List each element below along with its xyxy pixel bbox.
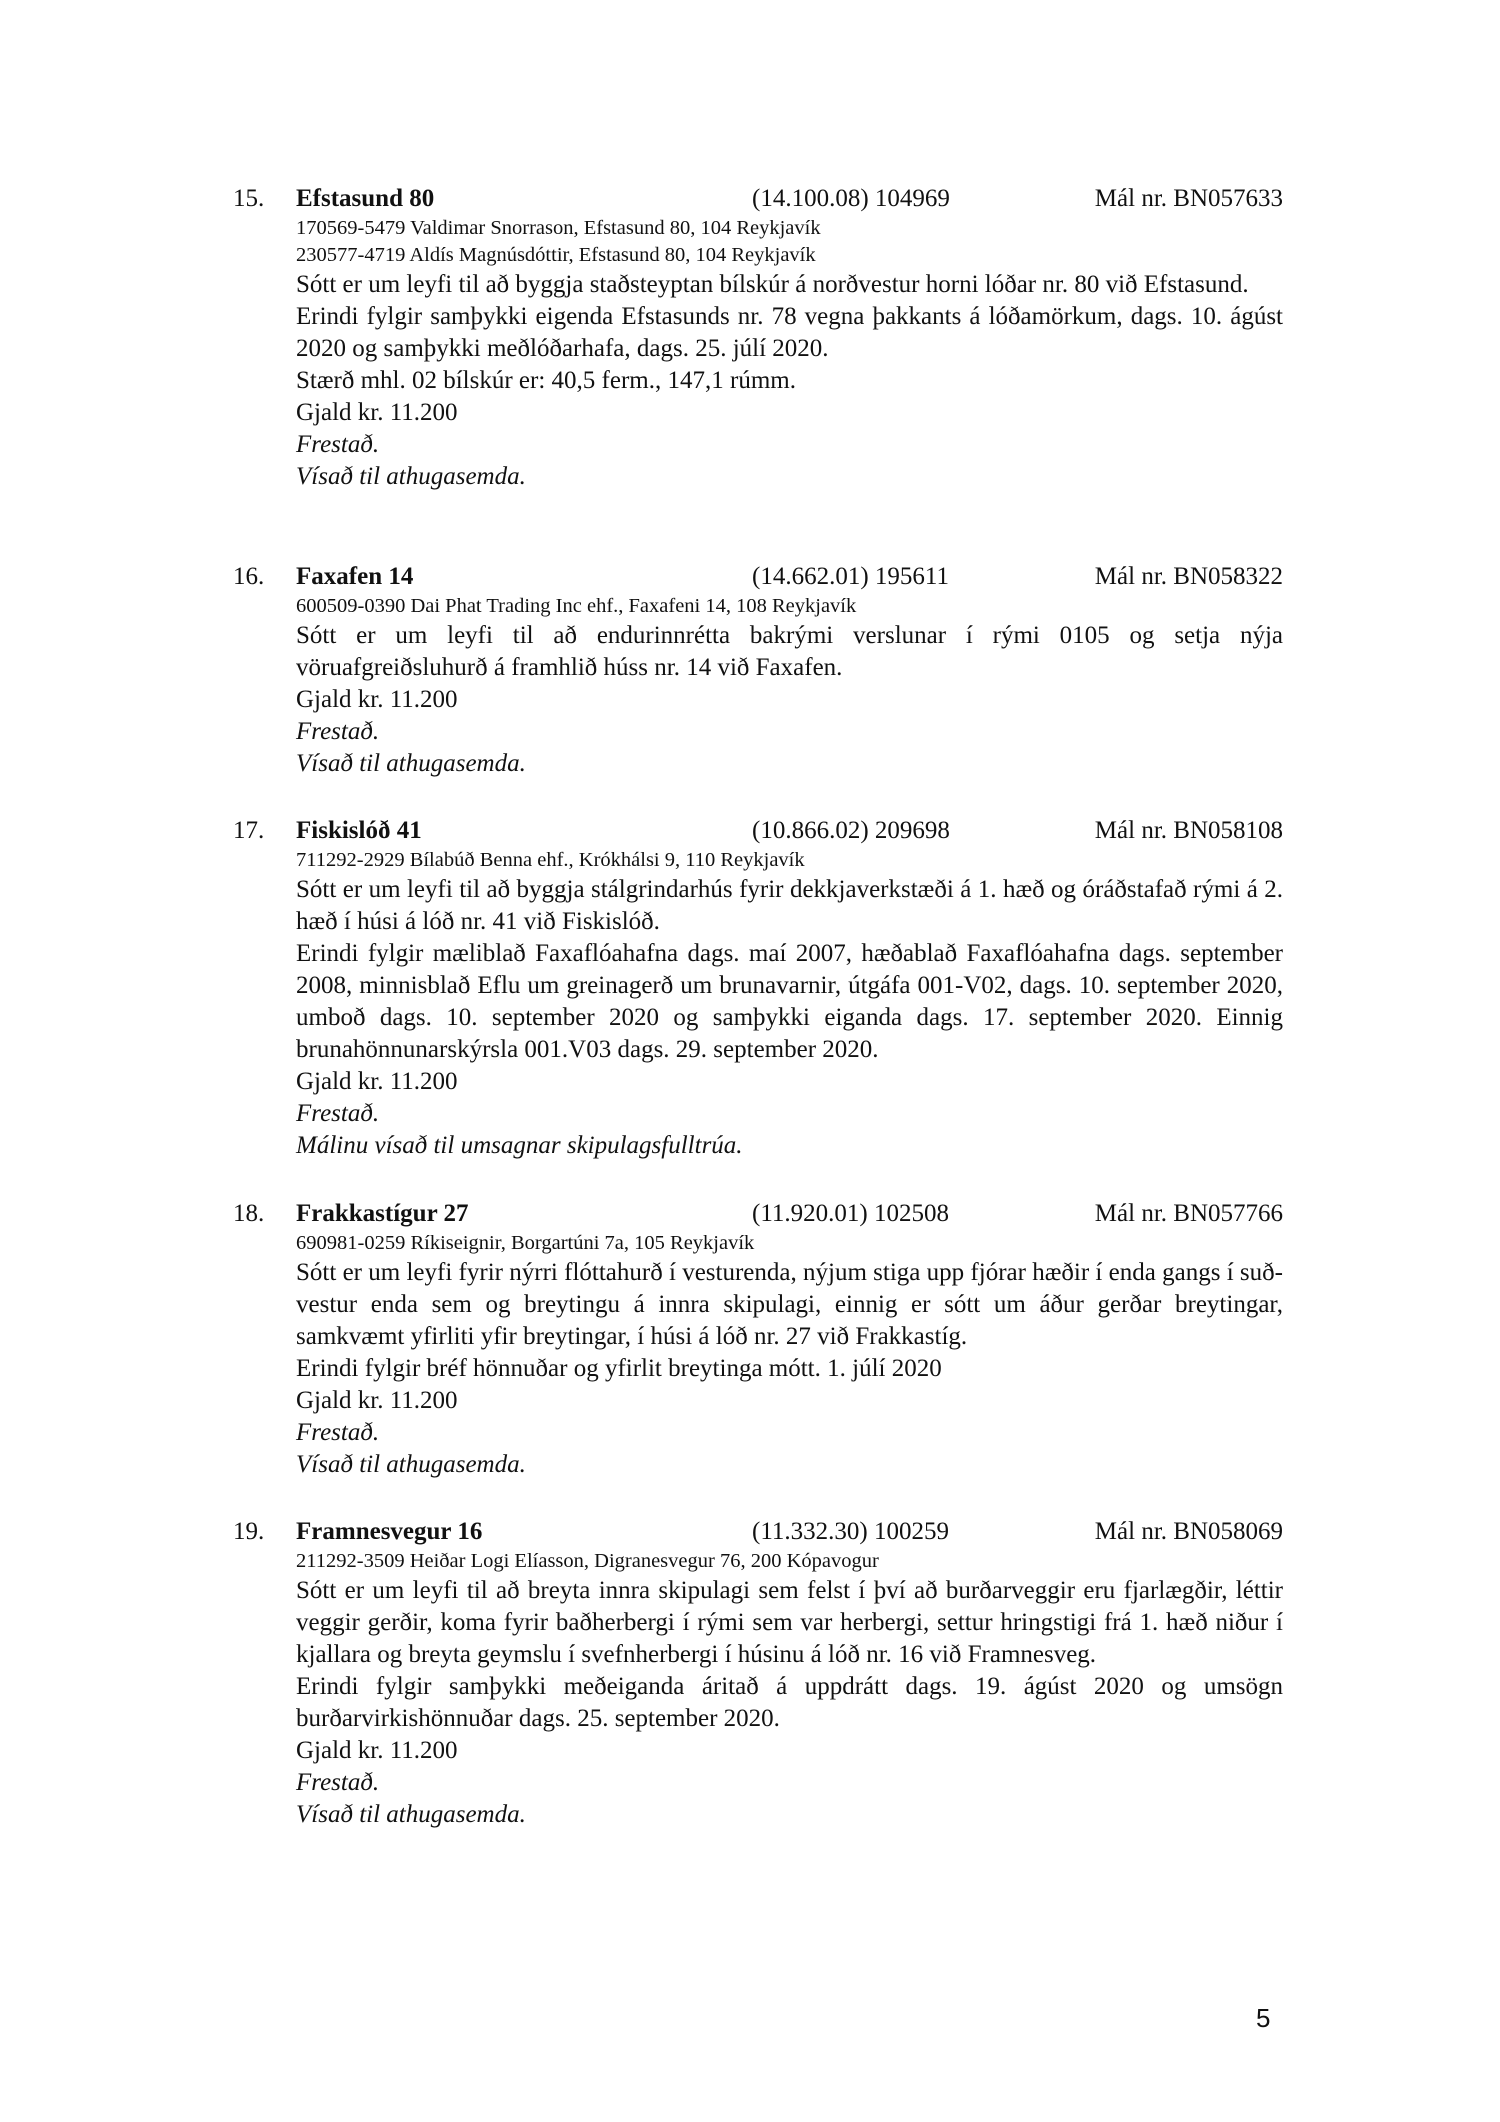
description-paragraph: Sótt er um leyfi til að byggja stálgrindarhús fyrir dekkjaverkstæði á 1. hæð og óráðstafað rými á 2. hæð í húsi á lóð nr. 41 við Fiskislóð. <box>296 876 1283 935</box>
item-number: 19. <box>233 1518 265 1545</box>
item-body <box>296 847 1283 1162</box>
item-land-reference: (14.100.08) 104969 <box>752 185 950 212</box>
item-body <box>296 1548 1283 1831</box>
item-title: Fiskislóð 41 <box>296 817 422 844</box>
agenda-item-18 <box>233 1197 1283 1481</box>
item-case-number: Mál nr. BN057633 <box>1094 185 1283 212</box>
item-number: 18. <box>233 1200 265 1227</box>
item-body <box>296 215 1283 493</box>
item-land-reference: (11.332.30) 100259 <box>752 1518 949 1545</box>
decision-line: Málinu vísað til umsagnar skipulagsfulltrúa. <box>296 1132 743 1159</box>
decision-line: Frestað. <box>296 718 380 745</box>
decision-line: Frestað. <box>296 1100 380 1127</box>
fee-line: Gjald kr. 11.200 <box>296 1737 458 1764</box>
page-number: 5 <box>1256 2003 1271 2033</box>
applicant-line: 230577-4719 Aldís Magnúsdóttir, Efstasund 80, 104 Reykjavík <box>296 244 816 266</box>
description-paragraph: Sótt er um leyfi fyrir nýrri flóttahurð í vesturenda, nýjum stiga upp fjórar hæðir í enda gangs í suð-vestur enda sem og breytingu á innra skipulagi, einnig er sótt um áður gerðar breytingar, samkvæmt yfirliti yfir breytingar, í húsi á lóð nr. 27 við Frakkastíg. <box>296 1259 1283 1350</box>
item-number: 15. <box>233 185 265 212</box>
decision-line: Frestað. <box>296 431 380 458</box>
item-body <box>296 1230 1283 1481</box>
item-number: 16. <box>233 563 265 590</box>
item-title: Faxafen 14 <box>296 563 414 590</box>
item-heading <box>233 814 1283 847</box>
item-number: 17. <box>233 817 265 844</box>
item-case-number: Mál nr. BN058322 <box>1094 563 1283 590</box>
applicant-line: 711292-2929 Bílabúð Benna ehf., Krókhálsi 9, 110 Reykjavík <box>296 849 805 871</box>
decision-line: Frestað. <box>296 1419 380 1446</box>
decision-line: Vísað til athugasemda. <box>296 1451 526 1478</box>
item-body <box>296 593 1283 780</box>
description-paragraph: Erindi fylgir samþykki meðeiganda áritað á uppdrátt dags. 19. ágúst 2020 og umsögn burðarvirkishönnuðar dags. 25. september 2020. <box>296 1673 1283 1732</box>
item-land-reference: (10.866.02) 209698 <box>752 817 950 844</box>
fee-line: Gjald kr. 11.200 <box>296 686 458 713</box>
description-paragraph: Sótt er um leyfi til að byggja staðsteyptan bílskúr á norðvestur horni lóðar nr. 80 við Efstasund. <box>296 271 1249 298</box>
applicant-line: 170569-5479 Valdimar Snorrason, Efstasund 80, 104 Reykjavík <box>296 217 821 239</box>
decision-line: Vísað til athugasemda. <box>296 750 526 777</box>
item-case-number: Mál nr. BN057766 <box>1094 1200 1283 1227</box>
description-paragraph: Stærð mhl. 02 bílskúr er: 40,5 ferm., 147,1 rúmm. <box>296 367 796 394</box>
item-title: Frakkastígur 27 <box>296 1200 469 1227</box>
item-case-number: Mál nr. BN058069 <box>1094 1518 1283 1545</box>
description-paragraph: Sótt er um leyfi til að endurinnrétta bakrými verslunar í rými 0105 og setja nýja vöruafgreiðsluhurð á framhlið húss nr. 14 við Faxafen. <box>296 622 1283 681</box>
item-heading <box>233 182 1283 215</box>
item-case-number: Mál nr. BN058108 <box>1094 817 1283 844</box>
item-title: Efstasund 80 <box>296 185 435 212</box>
applicant-line: 600509-0390 Dai Phat Trading Inc ehf., Faxafeni 14, 108 Reykjavík <box>296 595 857 617</box>
agenda-item-17 <box>233 814 1283 1162</box>
description-paragraph: Sótt er um leyfi til að breyta innra skipulagi sem felst í því að burðarveggir eru fjarlægðir, léttir veggir gerðir, koma fyrir baðherbergi í rými sem var herbergi, settur hringstigi frá 1. hæð niður í kjallara og breyta geymslu í svefnherbergi í húsinu á lóð nr. 16 við Framnesveg. <box>296 1577 1283 1668</box>
decision-line: Vísað til athugasemda. <box>296 463 526 490</box>
agenda-item-16 <box>233 560 1283 780</box>
item-heading <box>233 1515 1283 1548</box>
item-title: Framnesvegur 16 <box>296 1518 483 1545</box>
fee-line: Gjald kr. 11.200 <box>296 1387 458 1414</box>
applicant-line: 211292-3509 Heiðar Logi Elíasson, Digranesvegur 76, 200 Kópavogur <box>296 1550 879 1572</box>
item-heading <box>233 1197 1283 1230</box>
fee-line: Gjald kr. 11.200 <box>296 1068 458 1095</box>
item-land-reference: (14.662.01) 195611 <box>752 563 949 590</box>
item-heading <box>233 560 1283 593</box>
applicant-line: 690981-0259 Ríkiseignir, Borgartúni 7a, 105 Reykjavík <box>296 1232 755 1254</box>
decision-line: Vísað til athugasemda. <box>296 1801 526 1828</box>
agenda-item-19 <box>233 1515 1283 1831</box>
agenda-item-15 <box>233 182 1283 493</box>
description-paragraph: Erindi fylgir bréf hönnuðar og yfirlit breytinga mótt. 1. júlí 2020 <box>296 1355 942 1382</box>
decision-line: Frestað. <box>296 1769 380 1796</box>
description-paragraph: Erindi fylgir mæliblað Faxaflóahafna dags. maí 2007, hæðablað Faxaflóahafna dags. september 2008, minnisblað Eflu um greinagerð um brunavarnir, útgáfa 001-V02, dags. 10. september 2020, umboð dags. 10. september 2020 og samþykki eiganda dags. 17. september 2020. Einnig brunahönnunarskýrsla 001.V03 dags. 29. september 2020. <box>296 940 1283 1063</box>
description-paragraph: Erindi fylgir samþykki eigenda Efstasunds nr. 78 vegna þakkants á lóðamörkum, dags. 10. ágúst 2020 og samþykki meðlóðarhafa, dags. 25. júlí 2020. <box>296 303 1283 362</box>
fee-line: Gjald kr. 11.200 <box>296 399 458 426</box>
item-land-reference: (11.920.01) 102508 <box>752 1200 949 1227</box>
